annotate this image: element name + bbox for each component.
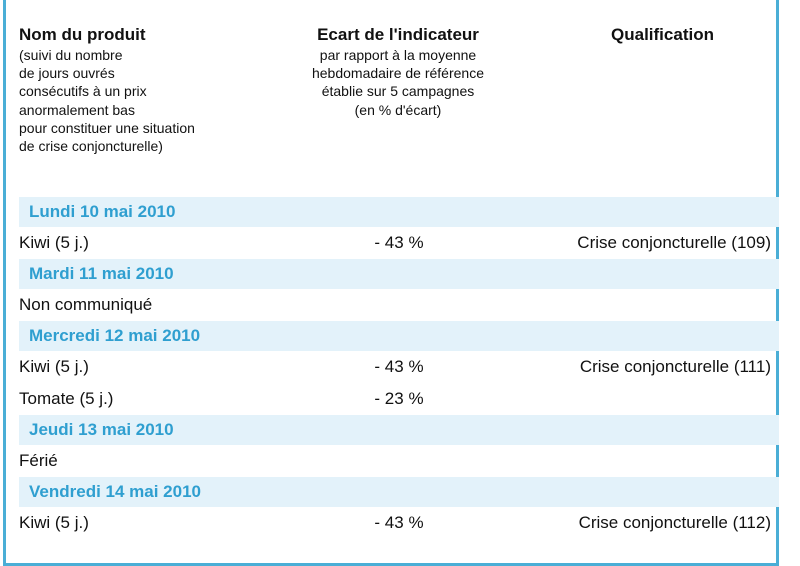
product-cell: Tomate (5 j.)	[19, 389, 114, 408]
table-row	[19, 351, 779, 383]
header-ecart-subtitle	[278, 46, 518, 119]
day-header: Jeudi 13 mai 2010	[19, 415, 779, 445]
ecart-cell: - 43 %	[374, 357, 424, 376]
day-header: Mardi 11 mai 2010	[19, 259, 779, 289]
header-qualification	[540, 24, 785, 46]
qualification-cell: Crise conjoncturelle (111)	[579, 357, 771, 376]
product-cell: Férié	[19, 451, 58, 470]
header-product-line: (suivi du nombre	[19, 47, 123, 63]
header-ecart-line: hebdomadaire de référence	[311, 65, 484, 82]
header-product-line: consécutifs à un prix	[19, 83, 147, 100]
header-product-title: Nom du produit	[19, 25, 146, 44]
qualification-cell: Crise conjoncturelle (112)	[578, 513, 771, 532]
ecart-cell: - 23 %	[374, 389, 424, 408]
day-header: Mercredi 12 mai 2010	[19, 321, 779, 351]
header-ecart-line: établie sur 5 campagnes	[321, 83, 475, 100]
product-cell: Kiwi (5 j.)	[19, 357, 89, 376]
header-qualification-title: Qualification	[611, 25, 714, 44]
table-row	[19, 383, 779, 415]
header-product-line: de jours ouvrés	[19, 65, 115, 82]
table-row	[19, 289, 779, 321]
table-row	[19, 227, 779, 259]
table-row	[19, 445, 779, 477]
data-table	[19, 197, 779, 539]
header-ecart-line: (en % d'écart)	[354, 101, 442, 118]
table-row	[19, 507, 779, 539]
header-ecart-title: Ecart de l'indicateur	[317, 25, 479, 44]
day-header: Vendredi 14 mai 2010	[19, 477, 779, 507]
header-ecart	[278, 24, 518, 119]
header-product-subtitle	[19, 46, 279, 155]
ecart-cell: - 43 %	[374, 233, 424, 252]
product-cell: Kiwi (5 j.)	[19, 513, 89, 532]
header-product-line: de crise conjoncturelle)	[19, 138, 163, 155]
header-ecart-line: par rapport à la moyenne	[319, 47, 477, 63]
ecart-cell: - 43 %	[374, 513, 424, 532]
product-cell: Non communiqué	[19, 295, 153, 314]
day-header: Lundi 10 mai 2010	[19, 197, 779, 227]
qualification-cell: Crise conjoncturelle (109)	[577, 233, 771, 252]
header-product	[19, 24, 279, 155]
header-product-line: anormalement bas	[19, 101, 135, 118]
header-product-line: pour constituer une situation	[19, 119, 195, 136]
product-cell: Kiwi (5 j.)	[19, 233, 89, 252]
